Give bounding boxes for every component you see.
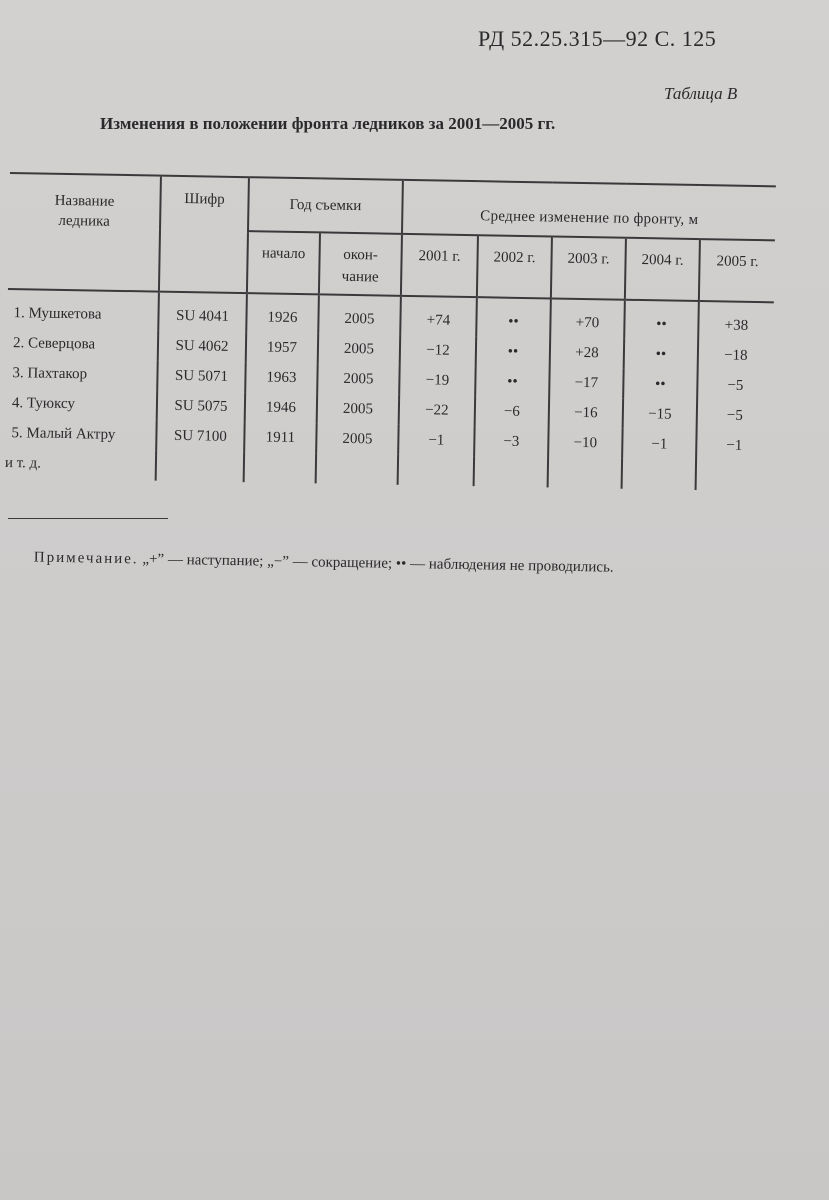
glacier-name: 3. Пахтакор: [12, 364, 88, 382]
survey-end: 2005: [318, 294, 401, 334]
note-text: „+” — наступание; „−” — сокращение; •• — наблюдения не проводились.: [142, 551, 614, 576]
glacier-name: 4. Туюксу: [11, 394, 76, 412]
col-header-survey-end-line2: чание: [341, 268, 379, 286]
col-header-survey-end-line1: окон-: [343, 246, 379, 264]
table-title: Изменения в положении фронта ледников за 2001—2005 гг.: [100, 114, 556, 133]
footnote-divider: [8, 518, 168, 519]
col-header-year-2003: 2003 г.: [551, 236, 626, 299]
change-2005: −18: [698, 340, 774, 371]
table-label: Таблица В: [664, 84, 738, 103]
col-header-name-line2: ледника: [58, 212, 110, 230]
glacier-code: SU 4062: [158, 331, 247, 363]
empty-cell: [696, 460, 772, 491]
glacier-code: SU 5071: [157, 361, 246, 393]
change-2003: −16: [549, 397, 624, 428]
survey-end: 2005: [317, 393, 400, 424]
empty-cell: [156, 451, 245, 483]
empty-cell: [316, 453, 399, 484]
survey-start: 1911: [244, 422, 317, 453]
change-2001: −22: [399, 395, 476, 426]
change-2002: −6: [475, 396, 550, 427]
empty-cell: [622, 459, 697, 490]
glacier-name: 5. Малый Актру: [11, 424, 116, 443]
change-2004: −15: [623, 399, 698, 430]
change-2004: ••: [624, 300, 699, 340]
change-2001: −12: [400, 335, 477, 366]
empty-cell: [474, 456, 549, 487]
table-note: [4, 548, 764, 579]
col-header-year-2001: 2001 г.: [401, 234, 478, 297]
survey-start: 1957: [246, 332, 319, 363]
change-2005: −5: [697, 370, 773, 401]
page-header: РД 52.25.315—92 С. 125: [478, 26, 717, 51]
glacier-table: [5, 172, 776, 491]
col-header-year-2002: 2002 г.: [477, 235, 552, 298]
change-2005: −1: [696, 430, 772, 461]
glacier-code: SU 5075: [157, 391, 246, 423]
etc-label: и т. д.: [4, 454, 42, 472]
survey-start: 1963: [245, 362, 318, 393]
change-2002: −3: [474, 426, 549, 457]
glacier-name: 1. Мушкетова: [13, 304, 102, 323]
survey-start: 1946: [245, 392, 318, 423]
col-header-name-line1: Название: [54, 192, 115, 210]
change-2002: ••: [476, 336, 551, 367]
change-2001: −1: [398, 425, 475, 456]
col-header-survey-start: начало: [247, 231, 320, 294]
empty-cell: [244, 452, 317, 483]
change-2005: +38: [698, 301, 774, 341]
survey-end: 2005: [316, 423, 399, 454]
survey-start: 1926: [246, 293, 319, 333]
glacier-code: SU 7100: [156, 421, 245, 453]
col-header-survey-end: [319, 232, 402, 295]
change-2001: −19: [399, 365, 476, 396]
change-2002: ••: [476, 297, 551, 337]
empty-cell: [548, 457, 623, 488]
change-2003: −10: [548, 427, 623, 458]
empty-cell: [398, 455, 475, 486]
col-header-year-2004: 2004 г.: [625, 238, 700, 301]
glacier-code: SU 4041: [158, 292, 247, 333]
change-2004: −1: [622, 429, 697, 460]
change-2005: −5: [697, 400, 773, 431]
change-2004: ••: [624, 339, 699, 370]
col-header-name: [8, 173, 161, 292]
change-2003: −17: [549, 367, 624, 398]
glacier-name: 2. Северцова: [12, 334, 96, 353]
note-lead: Примечание.: [33, 549, 139, 568]
change-2002: ••: [475, 366, 550, 397]
glacier-table-wrapper: [5, 172, 776, 491]
change-2003: +28: [550, 337, 625, 368]
change-2001: +74: [400, 296, 477, 336]
col-header-code: Шифр: [159, 176, 249, 294]
survey-end: 2005: [318, 333, 401, 364]
survey-end: 2005: [317, 363, 400, 394]
change-2003: +70: [550, 298, 625, 338]
change-2004: ••: [623, 369, 698, 400]
col-header-mean-change: Среднее изменение по фронту, м: [402, 180, 776, 241]
col-header-year-2005: 2005 г.: [699, 239, 775, 302]
col-header-survey-year: Год съемки: [248, 177, 403, 234]
